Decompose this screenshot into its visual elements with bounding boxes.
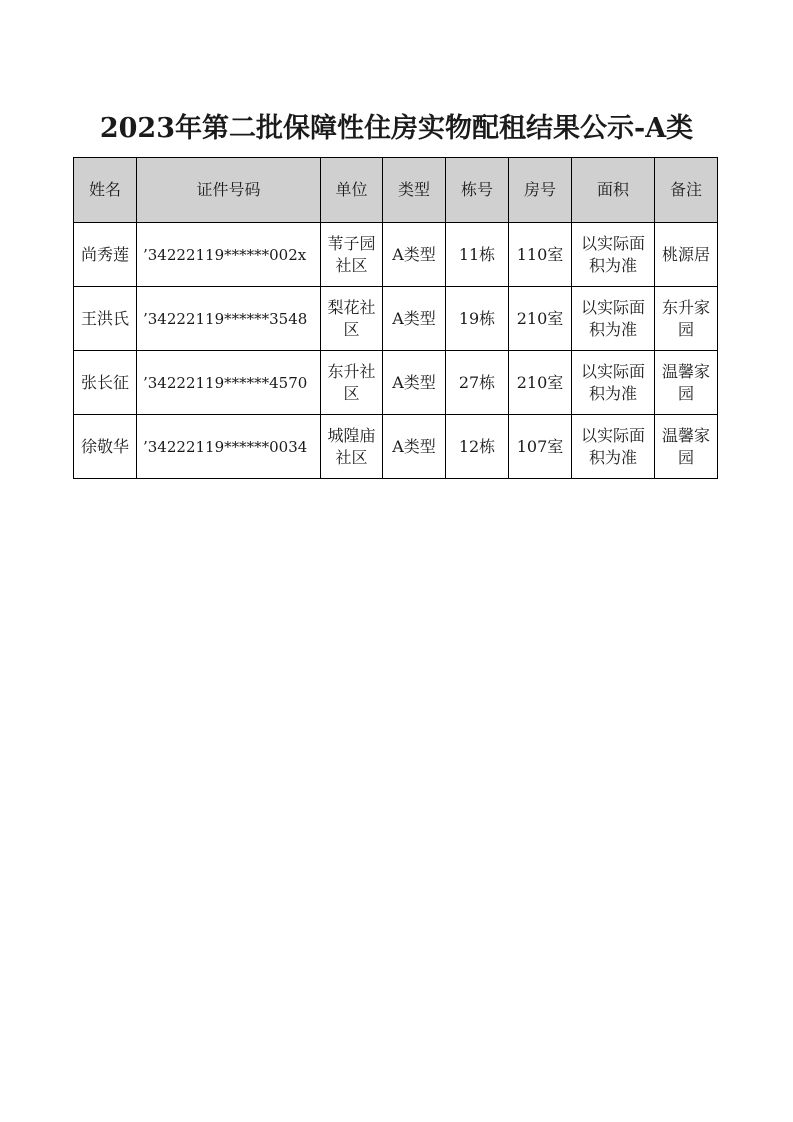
cell-name: 王洪氏: [74, 287, 137, 351]
cell-type: A类型: [383, 287, 446, 351]
cell-id-number: ’34222119******002x: [137, 223, 321, 287]
cell-room: 210室: [509, 287, 572, 351]
cell-unit: 梨花社区: [321, 287, 383, 351]
cell-id-number: ’34222119******4570: [137, 351, 321, 415]
table-row: [74, 415, 718, 479]
cell-type: A类型: [383, 415, 446, 479]
cell-unit: 东升社区: [321, 351, 383, 415]
cell-building: 11栋: [446, 223, 509, 287]
cell-id-number: ’34222119******0034: [137, 415, 321, 479]
table-header-row: [74, 158, 718, 223]
cell-building: 19栋: [446, 287, 509, 351]
cell-room: 110室: [509, 223, 572, 287]
cell-id-number: ’34222119******3548: [137, 287, 321, 351]
cell-remark: 温馨家园: [655, 415, 718, 479]
cell-building: 27栋: [446, 351, 509, 415]
table-row: [74, 287, 718, 351]
table-row: [74, 223, 718, 287]
cell-room: 210室: [509, 351, 572, 415]
cell-area: 以实际面积为准: [572, 223, 655, 287]
cell-building: 12栋: [446, 415, 509, 479]
cell-name: 徐敬华: [74, 415, 137, 479]
cell-unit: 苇子园社区: [321, 223, 383, 287]
cell-type: A类型: [383, 223, 446, 287]
page-title: 2023年第二批保障性住房实物配租结果公示-A类: [99, 113, 694, 144]
cell-area: 以实际面积为准: [572, 287, 655, 351]
cell-area: 以实际面积为准: [572, 351, 655, 415]
column-header-room: 房号: [509, 158, 572, 223]
cell-type: A类型: [383, 351, 446, 415]
cell-area: 以实际面积为准: [572, 415, 655, 479]
cell-remark: 东升家园: [655, 287, 718, 351]
column-header-name: 姓名: [74, 158, 137, 223]
column-header-building: 栋号: [446, 158, 509, 223]
column-header-unit: 单位: [321, 158, 383, 223]
cell-name: 尚秀莲: [74, 223, 137, 287]
cell-name: 张长征: [74, 351, 137, 415]
column-header-remark: 备注: [655, 158, 718, 223]
table-row: [74, 351, 718, 415]
allocation-result-table: [73, 157, 718, 479]
column-header-id-number: 证件号码: [137, 158, 321, 223]
column-header-area: 面积: [572, 158, 655, 223]
column-header-type: 类型: [383, 158, 446, 223]
cell-unit: 城隍庙社区: [321, 415, 383, 479]
cell-remark: 温馨家园: [655, 351, 718, 415]
cell-remark: 桃源居: [655, 223, 718, 287]
cell-room: 107室: [509, 415, 572, 479]
